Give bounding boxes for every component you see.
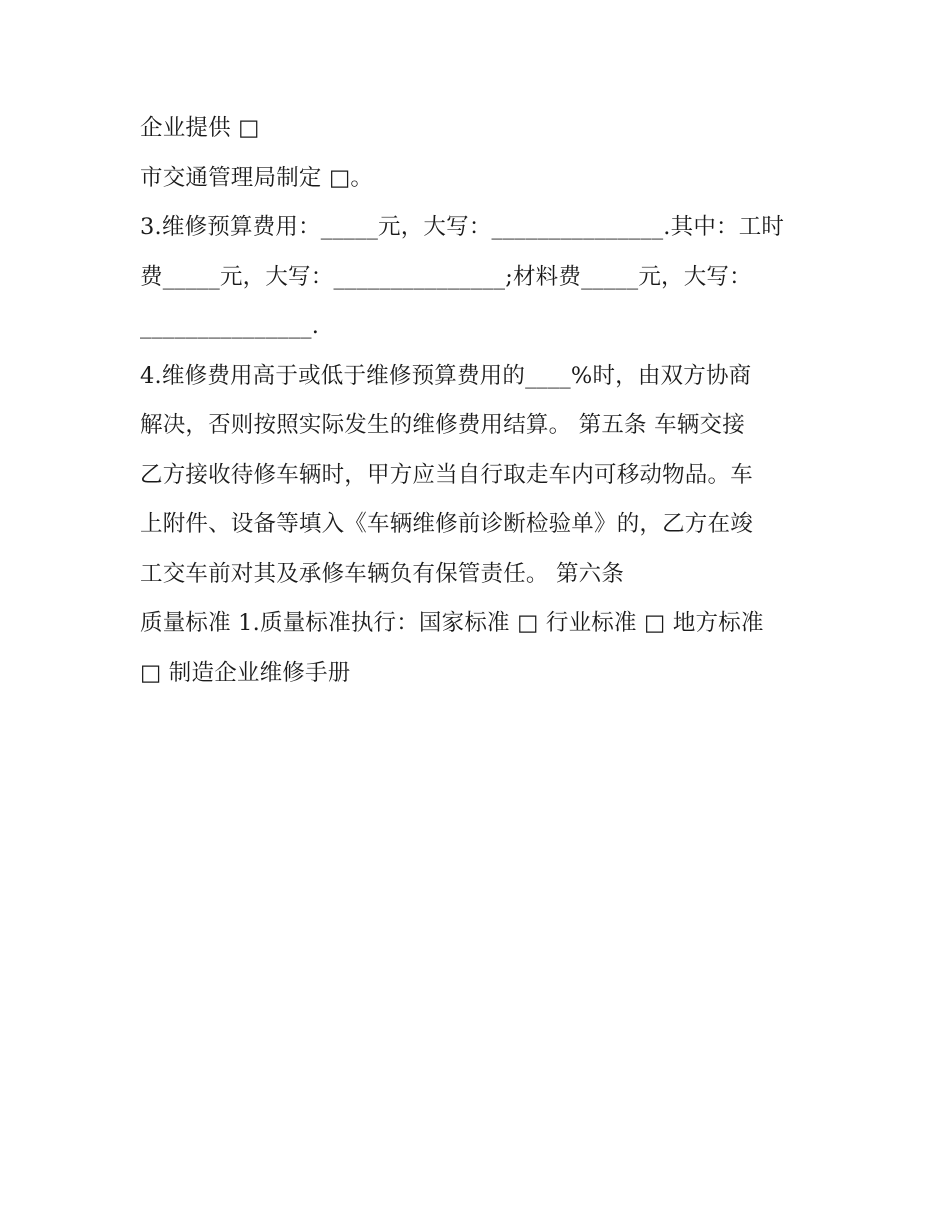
text-line: 质量标准 1.质量标准执行：国家标准 □ 行业标准 □ 地方标准 <box>140 610 764 636</box>
text-line: _______________. <box>140 313 320 339</box>
document-body <box>140 104 820 698</box>
text-line: 上附件、设备等填入《车辆维修前诊断检验单》的，乙方在竣 <box>140 511 753 537</box>
text-line: □ 制造企业维修手册 <box>140 659 351 686</box>
text-line: 乙方接收待修车辆时，甲方应当自行取走车内可移动物品。车 <box>140 461 753 488</box>
text-line: 解决，否则按照实际发生的维修费用结算。 第五条 车辆交接 <box>140 412 745 438</box>
text-line: 市交通管理局制定 □。 <box>140 164 374 191</box>
text-line: 费_____元，大写：_______________;材料费_____元，大写： <box>140 263 752 290</box>
text-line: 企业提供 □ <box>140 115 260 141</box>
text-line: 4.维修费用高于或低于维修预算费用的____%时，由双方协商 <box>140 362 752 389</box>
text-line: 3.维修预算费用：_____元，大写：_______________.其中：工时 <box>140 214 785 240</box>
text-line: 工交车前对其及承修车辆负有保管责任。 第六条 <box>140 560 625 587</box>
